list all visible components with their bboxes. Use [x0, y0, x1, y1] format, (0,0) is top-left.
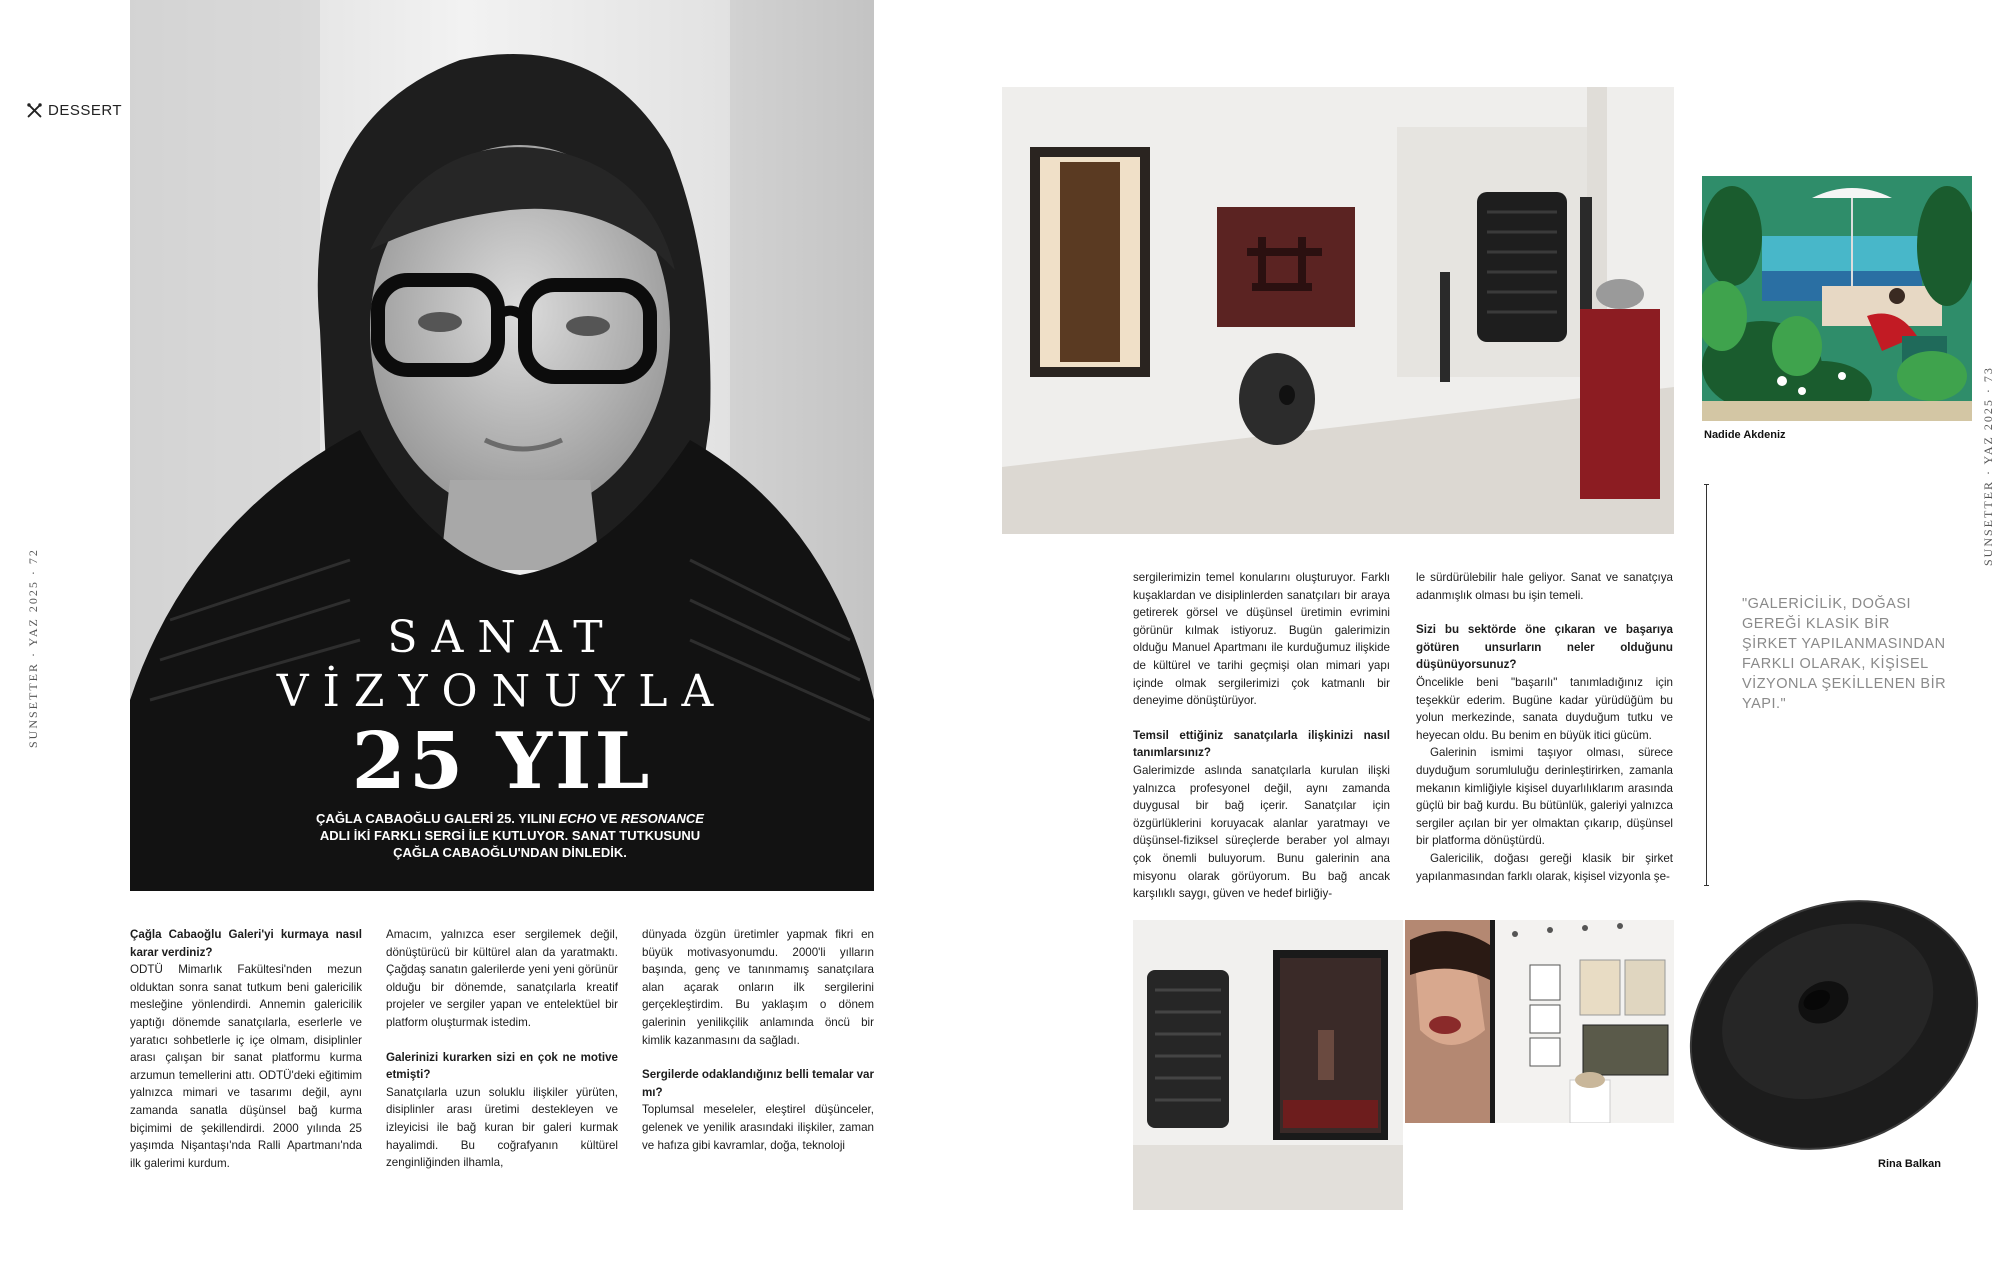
question-heading: Çağla Cabaoğlu Galeri'yi kurmaya nasıl karar verdiniz?: [130, 928, 362, 959]
gallery-dark-works-photo: [1133, 920, 1403, 1210]
folio-right: SUNSETTER · YAZ 2025 · 73: [1981, 366, 1995, 566]
text-column-4: [1133, 569, 1390, 903]
text-column-2: [386, 926, 618, 1172]
text-column-1: [130, 926, 362, 1172]
answer-paragraph: Galericilik, doğası gereği klasik bir şirket yapılanmasından farklı olarak, kişisel vizyonla şe-: [1416, 851, 1673, 883]
lead-paragraph: [300, 810, 720, 861]
answer-paragraph: le sürdürülebilir hale geliyor. Sanat ve sanatçıya adanmışlık olması bu işin temeli.: [1416, 571, 1673, 602]
question-heading: Galerinizi kurarken sizi en çok ne motive etmişti?: [386, 1050, 618, 1082]
answer-paragraph: dünyada özgün üretimler yapmak fikri en büyük motivasyonumdu. 2000'li yılların başında, genç ve tanınmamış sanatçılara alan açarak onların ilk sergilerini gerçekleştirdim. Bu yaklaşım o dönem galerinin yenilikçilik anlamında öncü bir kimlik kazanmasını da sağladı.: [642, 928, 874, 1047]
lead-resonance: RESONANCE: [620, 811, 704, 826]
question-heading: Temsil ettiğiniz sanatçılarla ilişkinizi nasıl tanımlarsınız?: [1133, 728, 1390, 760]
answer-paragraph: Öncelikle beni "başarılı" tanımladığınız için teşekkür ederim. Bugüne kadar yürüdüğüm bu yolun merkezinde, sanata duyduğum tutku ve heyecan oldu. Bu benim en büyük itici gücüm.: [1416, 675, 1673, 742]
question-heading: Sergilerde odaklandığınız belli temalar var mı?: [642, 1068, 874, 1099]
caption-painting: Nadide Akdeniz: [1704, 429, 1786, 441]
answer-paragraph: Galerimizde aslında sanatçılarla kurulan ilişki yalnızca profesyonel değil, aynı zamanda duygusal bir bağ içerir. Sanatçılar için özgürlüklerini koruyacak alanlar yaratmayı ve düşünsel-fiziksel süreçlerde beraber yol almayı çok önemli buluyorum. Bunu galerinin ana misyonu olarak görüyorum. Bu bağ ancak karşılıklı saygı, güven ve hedef birliğiy-: [1133, 763, 1390, 901]
lead-echo: ECHO: [558, 811, 597, 826]
headline-line-3: 25 YIL: [351, 716, 653, 807]
pullquote-rule: [1706, 484, 1707, 886]
answer-paragraph: ODTÜ Mimarlık Fakültesi'nden mezun olduktan sonra sanat tutkum beni galericilik mesleğine yönlendirdi. Annemin galericilik yaptığı dönemde sanatçılarla, eserlerle ve yaratıcı sohbetlerle iç içe olmam, disiplinler arası çalışan bir sanat platformu kurma arzumun temellerini attı. ODTÜ'deki eğitimim yalnızca mimari ve tasarımı değil, aynı zamanda sanatla düşünsel bağ kurma biçimimi de şekillendirdi. 2000 yılında 25 yaşımda Nişantaşı'nda Ralli Apartmanı'nda ilk galerimi kurdum.: [130, 963, 362, 1170]
gallery-interior-photo: [1002, 87, 1674, 534]
lead-part-1: ÇAĞLA CABAOĞLU GALERİ 25. YILINI: [316, 811, 559, 826]
headline-line-1: SANAT: [387, 612, 617, 663]
lead-part-3: ADLI İKİ FARKLI SERGİ İLE KUTLUYOR. SANAT TUTKUSUNU ÇAĞLA CABAOĞLU'NDAN DİNLEDİK.: [319, 828, 701, 860]
gallery-portrait-works-photo: [1405, 920, 1674, 1123]
headline-line-2: VİZYONUYLA: [276, 666, 728, 717]
section-label: DESSERT: [48, 102, 123, 119]
answer-paragraph: Toplumsal meseleler, eleştirel düşünceler, gelenek ve yenilik arasındaki ilişkiler, zaman ve hafıza gibi kavramlar, doğa, teknoloji: [642, 1103, 874, 1152]
answer-paragraph: Amacım, yalnızca eser sergilemek değil, dönüştürücü bir kültürel alan da yaratmaktı. Çağdaş sanatın galerilerde yeni yeni görünür olduğu bir dönemde, sanatçılarla kreatif projeler ve sergiler yapan ve entelektüel bir platform oluşturmak istedim.: [386, 928, 618, 1029]
question-heading: Sizi bu sektörde öne çıkaran ve başarıya götüren unsurların neler olduğunu düşünüyorsunuz?: [1416, 623, 1673, 672]
answer-paragraph: Galerinin ismimi taşıyor olması, sürece duyduğum sorumluluğu derinleştirirken, zamanla mekanın kimliğiyle kişisel duyarlılıklarım arasında güçlü bir bağ kurdu. Bu bütünlük, galeriyi yalnızca sergiler açılan bir yer olmaktan çıkarıp, düşünsel bir platforma dönüştürdü.: [1416, 746, 1673, 848]
sculpture-photo: [1684, 860, 1984, 1180]
text-column-5: [1416, 569, 1673, 885]
answer-paragraph: Sanatçılarla uzun soluklu ilişkiler yürüten, disiplinler arası üretimi destekleyen ve izleyicisi ile bağ kuran bir galeri kurmak hayalimdi. Bu coğrafyanın kültürel zenginliğinden ilhamla,: [386, 1085, 618, 1170]
caption-sculpture: Rina Balkan: [1878, 1158, 1941, 1170]
text-column-3: [642, 926, 874, 1154]
lead-part-2: VE: [596, 811, 621, 826]
crossed-utensils-icon: [26, 102, 43, 119]
answer-paragraph: sergilerimizin temel konularını oluşturuyor. Farklı kuşaklardan ve disiplinlerden sanatçıları bir araya getirerek görsel ve düşünsel üretimin evrimini görünür kılmak istiyoruz. Bugün galerimizin olduğu Manuel Apartmanı ile kurduğumuz ilişkide de kültürel ve tarihi geçmişi olan mimari yapı içinde olmak sergilerimizi çok katmanlı bir deneyime dönüştürüyor.: [1133, 571, 1390, 708]
folio-left: SUNSETTER · YAZ 2025 · 72: [26, 548, 40, 748]
pullquote: "GALERİCİLİK, DOĞASI GEREĞİ KLASİK BİR ŞİRKET YAPILANMASINDAN FARKLI OLARAK, KİŞİSEL VİZYONLA ŞEKİLLENEN BİR YAPI.": [1742, 596, 1947, 712]
painting-photo: [1702, 176, 1972, 421]
section-tag: [26, 102, 122, 119]
